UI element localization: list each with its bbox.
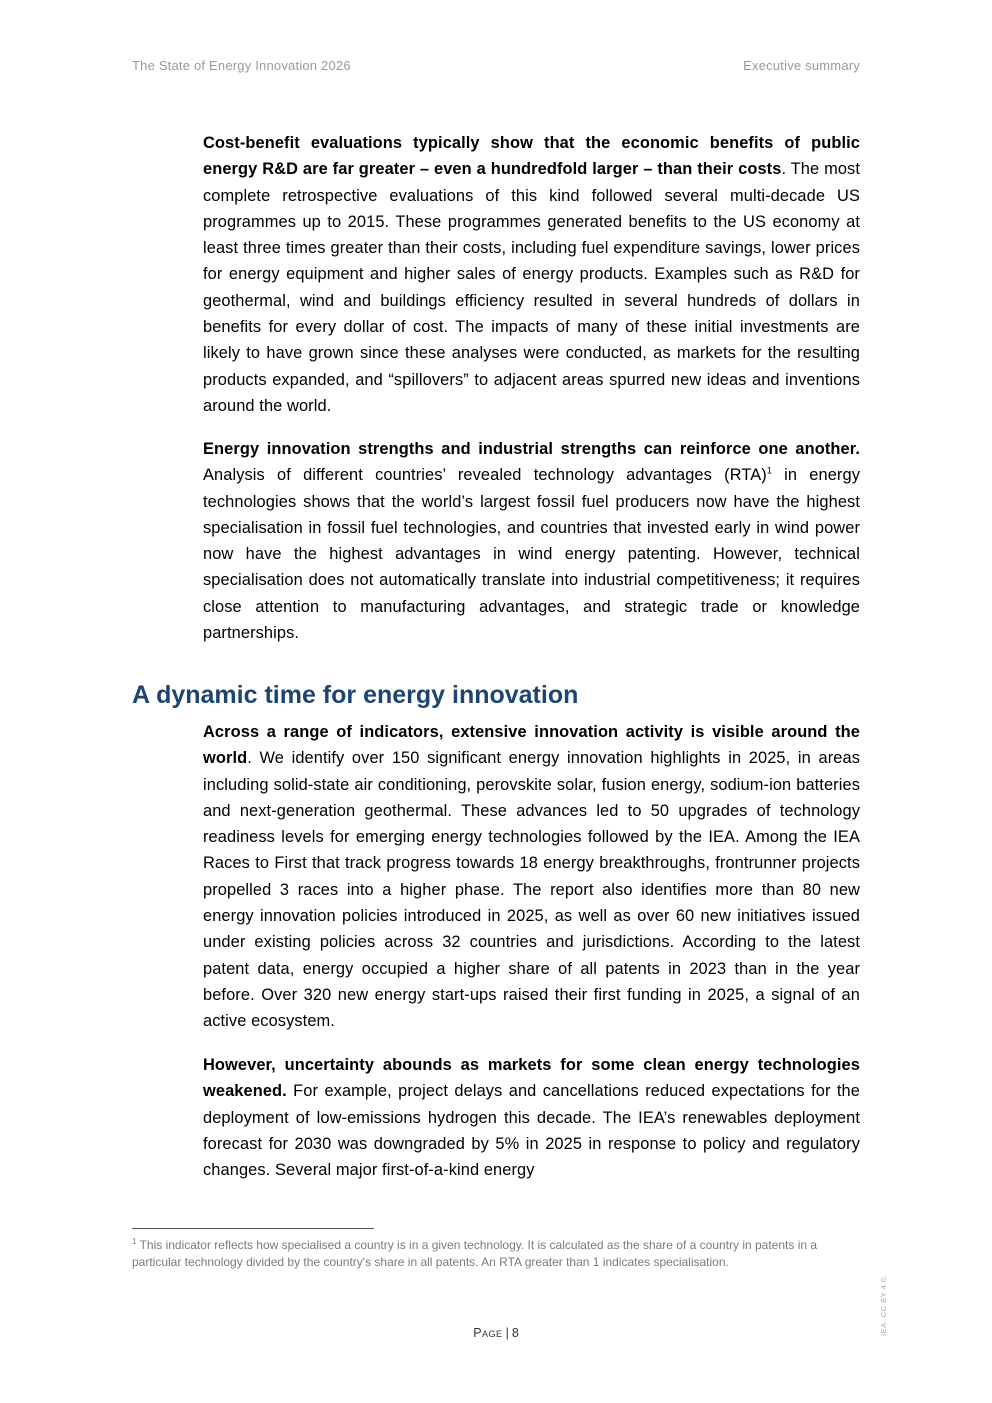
footnote-reference[interactable]: 1	[766, 465, 772, 476]
page-number-value: 8	[511, 1326, 519, 1340]
report-title: The State of Energy Innovation 2026	[132, 58, 351, 73]
paragraph-body: Analysis of different countries’ revealed technology advantages (RTA)	[203, 466, 767, 485]
paragraph-lead: However, uncertainty abounds as markets for some clean energy technologies weakened.	[203, 1056, 860, 1101]
footnote-text: This indicator reflects how specialised a country is in a given technology. It is calculated as the share of a country in patents in a particular technology divided by the country's share in all patents. An RTA greater than 1 indicates specialisation.	[132, 1238, 818, 1269]
paragraph-lead: Cost-benefit evaluations typically show that the economic benefits of public energy R&D are far greater – even a hundredfold larger – than their costs	[203, 134, 860, 179]
paragraph-cost-benefit	[203, 130, 860, 419]
paragraph-strengths	[203, 436, 860, 646]
footnote-divider	[132, 1228, 374, 1229]
page-separator: |	[505, 1326, 509, 1340]
paragraph-uncertainty	[203, 1052, 860, 1183]
footnote-marker: 1	[132, 1237, 137, 1246]
paragraph-innovation-activity	[203, 719, 860, 1035]
page-label: Page	[473, 1326, 503, 1340]
license-note: IEA. CC BY 4.0.	[879, 1274, 888, 1336]
page-number	[0, 1326, 992, 1340]
paragraph-lead: Energy innovation strengths and industrial strengths can reinforce one another.	[203, 440, 860, 458]
paragraph-body: . The most complete retrospective evaluations of this kind followed several multi-decade US programmes up to 2015. These programmes generated benefits to the US economy at least three times greater than their costs, including fuel expenditure savings, lower prices for energy equipment and higher sales of energy products. Examples such as R&D for geothermal, wind and buildings efficiency resulted in several hundreds of dollars in benefits for every dollar of cost. The impacts of many of these initial investments are likely to have grown since these analyses were conducted, as markets for the resulting products expanded, and “spillovers” to adjacent areas spurred new ideas and inventions around the world.	[203, 160, 860, 415]
section-name: Executive summary	[743, 58, 860, 73]
paragraph-body: For example, project delays and cancellations reduced expectations for the deployment of low-emissions hydrogen this decade. The IEA’s renewables deployment forecast for 2030 was downgraded by 5% in 2025 in response to policy and regulatory changes. Several major first-of-a-kind energy	[203, 1082, 860, 1180]
paragraph-body: . We identify over 150 significant energy innovation highlights in 2025, in areas including solid-state air conditioning, perovskite solar, fusion energy, sodium-ion batteries and next-generation geothermal. These advances led to 50 upgrades of technology readiness levels for emerging energy technologies followed by the IEA. Among the IEA Races to First that track progress towards 18 energy breakthroughs, frontrunner projects propelled 3 races into a higher phase. The report also identifies more than 80 new energy innovation policies introduced in 2025, as well as over 60 new initiatives issued under existing policies across 32 countries and jurisdictions. According to the latest patent data, energy occupied a higher share of all patents in 2023 than in the year before. Over 320 new energy start-ups raised their first funding in 2025, a signal of an active ecosystem.	[203, 749, 860, 1031]
section-heading: A dynamic time for energy innovation	[132, 681, 579, 709]
footnote	[132, 1237, 860, 1270]
paragraph-lead: Across a range of indicators, extensive innovation activity is visible around the world	[203, 723, 860, 768]
paragraph-body: in energy technologies shows that the world’s largest fossil fuel producers now have the highest specialisation in fossil fuel technologies, and countries that invested early in wind power now have the highest advantages in wind energy patenting. However, technical specialisation does not automatically translate into industrial competitiveness; it requires close attention to manufacturing advantages, and strategic trade or knowledge partnerships.	[203, 466, 860, 643]
